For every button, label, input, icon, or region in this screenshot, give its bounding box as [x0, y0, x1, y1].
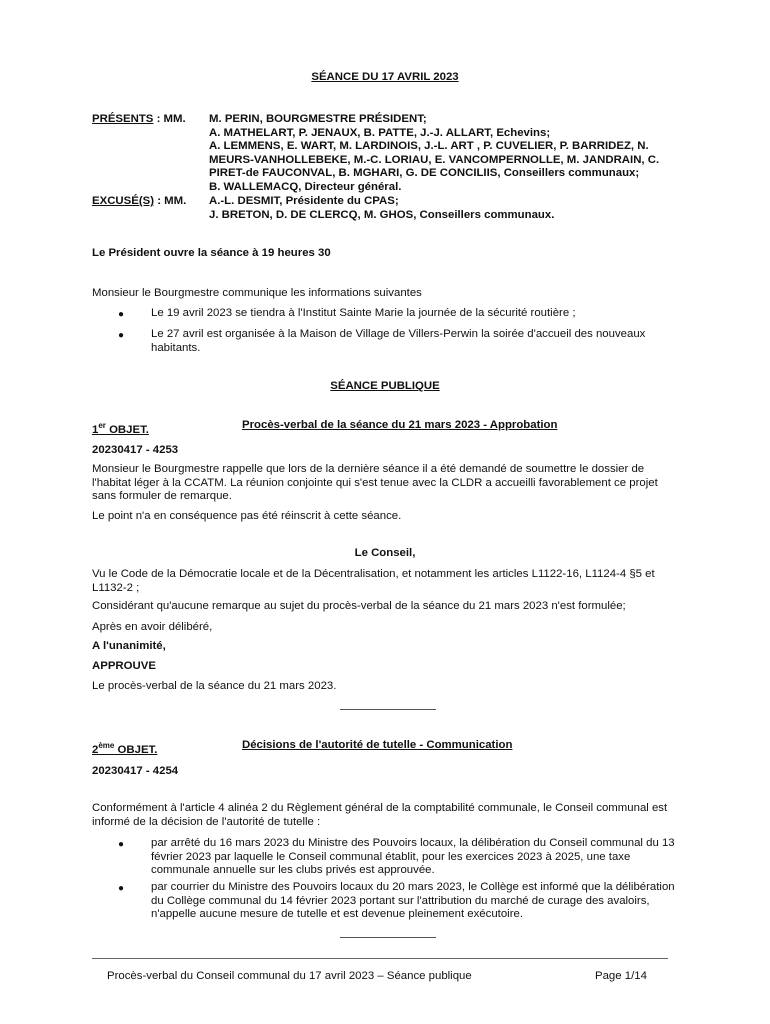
objet-1-label: 1er OBJET. — [92, 421, 149, 436]
footer-title: Procès-verbal du Conseil communal du 17 avril 2023 – Séance publique — [107, 970, 472, 982]
info-intro: Monsieur le Bourgmestre communique les informations suivantes — [92, 287, 422, 299]
bullet-dot: ● — [118, 330, 125, 341]
objet-2-bullet: par arrêté du 16 mars 2023 du Ministre des Pouvoirs locaux, la délibération du Conseil communal du 13 février 2023 par laquelle le Conseil communal établit, pour les exercices 2023 à 2025, une taxe communale annuelle sur les clubs privés est approuvée. — [151, 837, 675, 877]
present-line: M. PERIN, BOURGMESTRE PRÉSIDENT; — [209, 113, 427, 125]
present-line: A. MATHELART, P. JENAUX, B. PATTE, J.-J. ALLART, Echevins; — [209, 126, 551, 139]
objet-2-title: Décisions de l'autorité de tutelle - Communication — [242, 739, 513, 751]
objet-1-approuve: APPROUVE — [92, 660, 156, 672]
objet-2-ref: 20230417 - 4254 — [92, 765, 179, 777]
present-line: PIRET-de FAUCONVAL, B. MGHARI, G. DE CONCILIIS, Conseillers communaux; — [209, 167, 640, 180]
objet-1-unanimite: A l'unanimité, — [92, 640, 166, 652]
excused-list — [209, 195, 689, 222]
objet-1-considerant: Considérant qu'aucune remarque au sujet du procès-verbal de la séance du 21 mars 2023 n'est formulée; — [92, 600, 626, 612]
section-heading: SÉANCE PUBLIQUE — [330, 380, 440, 392]
separator — [340, 709, 436, 710]
bullet-dot: ● — [118, 839, 125, 850]
objet-1-title: Procès-verbal de la séance du 21 mars 2023 - Approbation — [242, 419, 558, 431]
objet-2-intro: Conformément à l'article 4 alinéa 2 du Règlement général de la comptabilité communale, le Conseil communal est informé de la décision de l'autorité de tutelle : — [92, 802, 668, 828]
page-title: SÉANCE DU 17 AVRIL 2023 — [311, 71, 459, 83]
objet-2-bullet: par courrier du Ministre des Pouvoirs locaux du 20 mars 2023, le Collège est informé que la délibération du Collège communal du 14 février 2023 portant sur l'attribution du marché de curage des avaloirs, n'appelle aucune mesure de tutelle et est devenue pleinement exécutoire. — [151, 881, 675, 921]
excused-line: J. BRETON, D. DE CLERCQ, M. GHOS, Conseillers communaux. — [209, 208, 555, 221]
separator — [340, 937, 436, 938]
excused-label: EXCUSÉ(S) : MM. — [92, 195, 187, 207]
info-bullet: Le 27 avril est organisée à la Maison de Village de Villers-Perwin la soirée d'accueil des nouveaux habitants. — [151, 328, 646, 354]
objet-2-label: 2ème OBJET. — [92, 741, 158, 756]
page-number: Page 1/14 — [595, 970, 647, 982]
objet-1-apres: Après en avoir délibéré, — [92, 621, 213, 633]
present-line: B. WALLEMACQ, Directeur général. — [209, 180, 402, 193]
objet-1-ref: 20230417 - 4253 — [92, 444, 179, 456]
objet-1-paragraph: Monsieur le Bourgmestre rappelle que lors de la dernière séance il a été demandé de soumettre le dossier de l'habitat léger à la CCATM. La réunion conjointe qui s'est tenue avec la CLDR a accueilli favorablement ce projet sans formuler de remarque. — [92, 463, 658, 503]
present-list — [209, 113, 689, 195]
council-heading: Le Conseil, — [354, 547, 416, 559]
opening-statement: Le Président ouvre la séance à 19 heures 30 — [92, 247, 331, 259]
present-line: MEURS-VANHOLLEBEKE, M.-C. LORIAU, E. VANCOMPERNOLLE, M. JANDRAIN, C. — [209, 153, 660, 166]
excused-line: A.-L. DESMIT, Présidente du CPAS; — [209, 195, 399, 207]
objet-1-paragraph: Le point n'a en conséquence pas été réinscrit à cette séance. — [92, 510, 402, 522]
footer-rule — [92, 958, 668, 959]
info-bullet: Le 19 avril 2023 se tiendra à l'Institut Sainte Marie la journée de la sécurité routière ; — [151, 307, 576, 319]
objet-1-vu: Vu le Code de la Démocratie locale et de la Décentralisation, et notamment les articles L1122-16, L1124-4 §5 et L1132-2 ; — [92, 568, 655, 594]
bullet-dot: ● — [118, 883, 125, 894]
present-label: PRÉSENTS : MM. — [92, 113, 186, 125]
present-line: A. LEMMENS, E. WART, M. LARDINOIS, J.-L. ART , P. CUVELIER, P. BARRIDEZ, N. — [209, 140, 649, 153]
objet-1-final: Le procès-verbal de la séance du 21 mars 2023. — [92, 680, 337, 692]
bullet-dot: ● — [118, 309, 125, 320]
